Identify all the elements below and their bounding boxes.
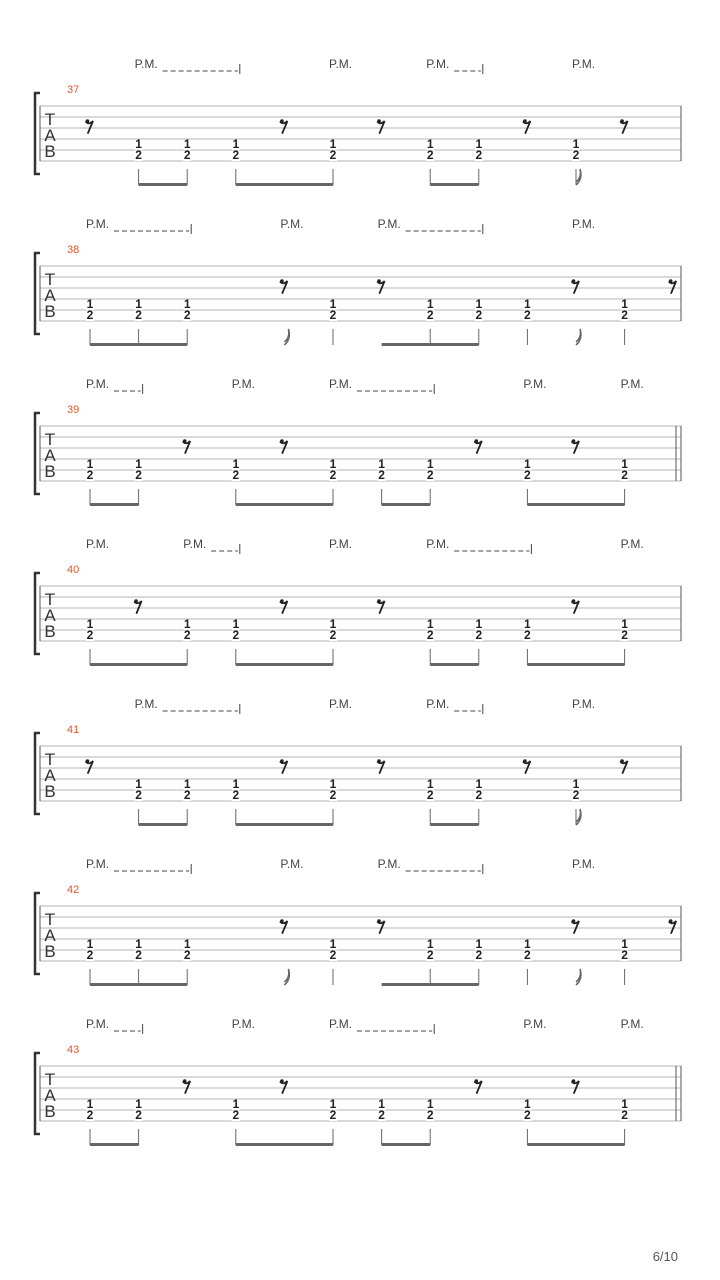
eighth-rest <box>378 281 385 293</box>
beam <box>90 503 139 506</box>
fret-number: 1 <box>524 617 531 631</box>
fret-number: 2 <box>135 308 142 322</box>
fret-number: 1 <box>524 297 531 311</box>
eighth-rest <box>475 1081 482 1093</box>
fret-number: 2 <box>135 948 142 962</box>
fret-number: 2 <box>524 308 531 322</box>
fret-number: 2 <box>329 468 337 482</box>
staff-bracket <box>35 733 40 814</box>
fret-number: 1 <box>475 137 483 151</box>
beam <box>236 663 333 666</box>
beam <box>236 183 333 186</box>
eighth-flag <box>576 809 581 825</box>
measure-number: 40 <box>67 564 80 576</box>
palm-mute-label: P.M. <box>231 1017 255 1031</box>
eighth-rest-dot <box>183 439 187 443</box>
beam <box>527 663 624 666</box>
palm-mute-label: P.M. <box>620 1017 644 1031</box>
eighth-rest-dot <box>669 919 673 923</box>
staff-bracket <box>35 93 40 174</box>
eighth-rest <box>280 281 287 293</box>
fret-number: 2 <box>475 788 483 802</box>
fret-number: 2 <box>426 948 434 962</box>
fret-number: 2 <box>524 948 531 962</box>
eighth-rest-dot <box>523 119 527 123</box>
tab-clef-letter: B <box>44 302 56 321</box>
eighth-rest-dot <box>280 1079 284 1083</box>
palm-mute-label: P.M. <box>86 377 110 391</box>
eighth-rest <box>523 121 530 133</box>
palm-mute-label: P.M. <box>329 57 353 71</box>
fret-number: 1 <box>135 777 142 791</box>
tab-clef-letter: A <box>44 446 56 465</box>
fret-number: 1 <box>524 457 531 471</box>
palm-mute-label: P.M. <box>377 857 401 871</box>
fret-number: 2 <box>86 468 94 482</box>
fret-number: 2 <box>329 628 337 642</box>
eighth-flag <box>576 169 581 185</box>
fret-number: 1 <box>232 777 240 791</box>
fret-number: 1 <box>135 137 142 151</box>
eighth-rest-dot <box>523 759 527 763</box>
palm-mute-label: P.M. <box>183 537 207 551</box>
tab-clef-letter: A <box>44 926 56 945</box>
eighth-rest <box>378 921 385 933</box>
fret-number: 1 <box>232 137 240 151</box>
fret-number: 2 <box>329 148 337 162</box>
tab-clef-letter: A <box>44 1086 56 1105</box>
fret-number: 1 <box>86 937 94 951</box>
eighth-rest <box>280 441 287 453</box>
fret-number: 2 <box>572 788 580 802</box>
eighth-rest <box>572 441 579 453</box>
palm-mute-label: P.M. <box>329 697 353 711</box>
eighth-rest-dot <box>377 599 381 603</box>
eighth-rest-dot <box>475 439 479 443</box>
palm-mute-label: P.M. <box>280 217 304 231</box>
fret-number: 2 <box>329 948 337 962</box>
system-41 <box>35 697 681 826</box>
palm-mute-label: P.M. <box>86 857 110 871</box>
eighth-rest-dot <box>280 279 284 283</box>
eighth-rest <box>86 121 93 133</box>
eighth-rest-dot <box>86 119 90 123</box>
tab-clef-letter: B <box>44 942 56 961</box>
fret-number: 1 <box>183 617 191 631</box>
palm-mute-label: P.M. <box>329 377 353 391</box>
palm-mute-label: P.M. <box>426 57 450 71</box>
palm-mute-label: P.M. <box>231 377 255 391</box>
beam <box>430 663 479 666</box>
eighth-rest-dot <box>280 759 284 763</box>
fret-number: 1 <box>475 937 483 951</box>
fret-number: 1 <box>183 297 191 311</box>
eighth-rest <box>621 121 628 133</box>
fret-number: 2 <box>86 1108 94 1122</box>
fret-number: 1 <box>135 297 142 311</box>
tab-clef-letter: T <box>44 270 56 289</box>
fret-number: 1 <box>621 457 628 471</box>
eighth-rest <box>475 441 482 453</box>
palm-mute-label: P.M. <box>523 377 547 391</box>
eighth-rest-dot <box>280 119 284 123</box>
palm-mute-label: P.M. <box>426 537 450 551</box>
tab-clef-letter: B <box>44 622 56 641</box>
fret-number: 2 <box>135 1108 142 1122</box>
system-39 <box>35 377 681 506</box>
fret-number: 2 <box>426 468 434 482</box>
fret-number: 2 <box>426 628 434 642</box>
eighth-rest <box>280 601 287 613</box>
fret-number: 2 <box>329 308 337 322</box>
beam <box>382 1143 431 1146</box>
eighth-rest <box>280 121 287 133</box>
fret-number: 1 <box>329 137 337 151</box>
fret-number: 1 <box>426 137 434 151</box>
palm-mute-label: P.M. <box>329 537 353 551</box>
fret-number: 1 <box>621 1097 628 1111</box>
measure-number: 38 <box>67 244 80 256</box>
palm-mute-label: P.M. <box>134 57 158 71</box>
eighth-rest <box>572 1081 579 1093</box>
fret-number: 1 <box>426 937 434 951</box>
eighth-rest-dot <box>572 919 576 923</box>
beam <box>90 343 187 346</box>
beam <box>430 183 479 186</box>
fret-number: 2 <box>378 468 385 482</box>
beam <box>382 983 479 986</box>
eighth-rest-dot <box>183 1079 187 1083</box>
fret-number: 2 <box>621 948 628 962</box>
eighth-rest-dot <box>572 439 576 443</box>
fret-number: 1 <box>475 777 483 791</box>
eighth-rest <box>523 761 530 773</box>
eighth-rest-dot <box>572 599 576 603</box>
eighth-rest <box>572 601 579 613</box>
fret-number: 1 <box>426 297 434 311</box>
fret-number: 2 <box>183 628 191 642</box>
eighth-rest-dot <box>669 279 673 283</box>
eighth-rest-dot <box>377 119 381 123</box>
fret-number: 1 <box>524 937 531 951</box>
measure-number: 39 <box>67 404 80 416</box>
fret-number: 2 <box>475 628 483 642</box>
fret-number: 2 <box>572 148 580 162</box>
palm-mute-label: P.M. <box>377 217 401 231</box>
eighth-rest-dot <box>134 599 138 603</box>
staff-bracket <box>35 1053 40 1134</box>
fret-number: 2 <box>475 148 483 162</box>
fret-number: 2 <box>426 308 434 322</box>
fret-number: 2 <box>86 948 94 962</box>
eighth-rest <box>572 921 579 933</box>
eighth-rest-dot <box>280 439 284 443</box>
fret-number: 2 <box>378 1108 385 1122</box>
fret-number: 1 <box>135 1097 142 1111</box>
beam <box>90 1143 139 1146</box>
eighth-rest <box>183 1081 190 1093</box>
beam <box>527 1143 624 1146</box>
beam <box>382 343 479 346</box>
fret-number: 1 <box>621 617 628 631</box>
eighth-rest <box>378 601 385 613</box>
fret-number: 2 <box>426 148 434 162</box>
fret-number: 1 <box>475 617 483 631</box>
system-37 <box>35 57 681 186</box>
fret-number: 2 <box>86 628 94 642</box>
fret-number: 2 <box>232 1108 240 1122</box>
fret-number: 1 <box>86 457 94 471</box>
tab-clef-letter: B <box>44 462 56 481</box>
system-42 <box>35 857 681 986</box>
eighth-flag <box>576 329 581 345</box>
fret-number: 1 <box>329 617 337 631</box>
fret-number: 1 <box>183 777 191 791</box>
fret-number: 1 <box>378 1097 385 1111</box>
fret-number: 2 <box>524 468 531 482</box>
eighth-rest-dot <box>475 1079 479 1083</box>
palm-mute-label: P.M. <box>572 57 596 71</box>
eighth-rest-dot <box>377 279 381 283</box>
fret-number: 1 <box>621 297 628 311</box>
beam <box>139 183 188 186</box>
eighth-rest <box>280 921 287 933</box>
fret-number: 2 <box>232 628 240 642</box>
fret-number: 1 <box>378 457 385 471</box>
staff-bracket <box>35 253 40 334</box>
palm-mute-label: P.M. <box>86 1017 110 1031</box>
tab-clef-letter: B <box>44 142 56 161</box>
eighth-rest-dot <box>572 279 576 283</box>
fret-number: 2 <box>329 788 337 802</box>
fret-number: 1 <box>426 617 434 631</box>
fret-number: 1 <box>135 457 142 471</box>
tab-clef-letter: T <box>44 750 56 769</box>
fret-number: 1 <box>426 1097 434 1111</box>
fret-number: 1 <box>329 457 337 471</box>
fret-number: 2 <box>183 948 191 962</box>
tab-clef-letter: A <box>44 126 56 145</box>
page-number: 6/10 <box>652 1249 678 1264</box>
fret-number: 1 <box>475 297 483 311</box>
tab-clef-letter: B <box>44 1102 56 1121</box>
fret-number: 1 <box>572 777 580 791</box>
fret-number: 1 <box>86 1097 94 1111</box>
eighth-rest <box>621 761 628 773</box>
tab-clef-letter: T <box>44 590 56 609</box>
fret-number: 1 <box>329 937 337 951</box>
fret-number: 2 <box>183 148 191 162</box>
fret-number: 2 <box>426 788 434 802</box>
eighth-rest <box>669 281 676 293</box>
palm-mute-label: P.M. <box>86 537 110 551</box>
measure-number: 42 <box>67 884 80 896</box>
staff-bracket <box>35 573 40 654</box>
tab-clef-letter: B <box>44 782 56 801</box>
fret-number: 1 <box>329 1097 337 1111</box>
beam <box>90 663 187 666</box>
palm-mute-label: P.M. <box>572 697 596 711</box>
palm-mute-label: P.M. <box>572 857 596 871</box>
tab-clef-letter: T <box>44 430 56 449</box>
fret-number: 1 <box>524 1097 531 1111</box>
eighth-rest <box>86 761 93 773</box>
system-40 <box>35 537 681 666</box>
beam <box>382 503 431 506</box>
eighth-flag <box>284 969 289 985</box>
tab-clef-letter: T <box>44 1070 56 1089</box>
fret-number: 2 <box>232 788 240 802</box>
fret-number: 2 <box>232 148 240 162</box>
fret-number: 2 <box>135 148 142 162</box>
fret-number: 1 <box>621 937 628 951</box>
fret-number: 1 <box>232 1097 240 1111</box>
tab-clef-letter: T <box>44 110 56 129</box>
beam <box>139 823 188 826</box>
fret-number: 1 <box>329 777 337 791</box>
measure-number: 37 <box>67 84 80 96</box>
beam <box>527 503 624 506</box>
tab-clef-letter: A <box>44 766 56 785</box>
eighth-rest-dot <box>572 1079 576 1083</box>
fret-number: 2 <box>426 1108 434 1122</box>
fret-number: 2 <box>475 308 483 322</box>
measure-number: 41 <box>67 724 80 736</box>
palm-mute-label: P.M. <box>280 857 304 871</box>
system-38 <box>35 217 681 346</box>
fret-number: 2 <box>621 1108 628 1122</box>
eighth-rest-dot <box>377 919 381 923</box>
system-43 <box>35 1017 681 1146</box>
staff-bracket <box>35 413 40 494</box>
fret-number: 1 <box>329 297 337 311</box>
tab-clef-letter: T <box>44 910 56 929</box>
palm-mute-label: P.M. <box>572 217 596 231</box>
eighth-rest <box>669 921 676 933</box>
eighth-flag <box>576 969 581 985</box>
eighth-rest-dot <box>86 759 90 763</box>
eighth-rest-dot <box>280 599 284 603</box>
eighth-flag <box>284 329 289 345</box>
fret-number: 1 <box>232 617 240 631</box>
fret-number: 2 <box>135 788 142 802</box>
beam <box>236 823 333 826</box>
fret-number: 1 <box>86 617 94 631</box>
fret-number: 2 <box>86 308 94 322</box>
beam <box>430 823 479 826</box>
fret-number: 1 <box>135 937 142 951</box>
tab-clef-letter: A <box>44 286 56 305</box>
fret-number: 2 <box>183 788 191 802</box>
fret-number: 1 <box>183 137 191 151</box>
eighth-rest-dot <box>620 759 624 763</box>
fret-number: 1 <box>426 457 434 471</box>
eighth-rest <box>378 761 385 773</box>
palm-mute-label: P.M. <box>134 697 158 711</box>
fret-number: 1 <box>86 297 94 311</box>
eighth-rest <box>572 281 579 293</box>
fret-number: 1 <box>232 457 240 471</box>
beam <box>236 1143 333 1146</box>
fret-number: 2 <box>475 948 483 962</box>
fret-number: 2 <box>621 468 628 482</box>
fret-number: 2 <box>621 628 628 642</box>
eighth-rest <box>280 761 287 773</box>
eighth-rest <box>378 121 385 133</box>
fret-number: 1 <box>572 137 580 151</box>
tab-clef-letter: A <box>44 606 56 625</box>
eighth-rest-dot <box>280 919 284 923</box>
eighth-rest <box>183 441 190 453</box>
eighth-rest-dot <box>620 119 624 123</box>
eighth-rest <box>280 1081 287 1093</box>
palm-mute-label: P.M. <box>329 1017 353 1031</box>
fret-number: 1 <box>183 937 191 951</box>
beam <box>90 983 187 986</box>
palm-mute-label: P.M. <box>620 537 644 551</box>
fret-number: 2 <box>524 628 531 642</box>
staff-bracket <box>35 893 40 974</box>
fret-number: 1 <box>426 777 434 791</box>
fret-number: 2 <box>232 468 240 482</box>
palm-mute-label: P.M. <box>86 217 110 231</box>
measure-number: 43 <box>67 1044 80 1056</box>
eighth-rest-dot <box>377 759 381 763</box>
fret-number: 2 <box>329 1108 337 1122</box>
fret-number: 2 <box>621 308 628 322</box>
fret-number: 2 <box>183 308 191 322</box>
palm-mute-label: P.M. <box>523 1017 547 1031</box>
fret-number: 2 <box>135 468 142 482</box>
palm-mute-label: P.M. <box>620 377 644 391</box>
beam <box>236 503 333 506</box>
palm-mute-label: P.M. <box>426 697 450 711</box>
eighth-rest <box>135 601 142 613</box>
fret-number: 2 <box>524 1108 531 1122</box>
